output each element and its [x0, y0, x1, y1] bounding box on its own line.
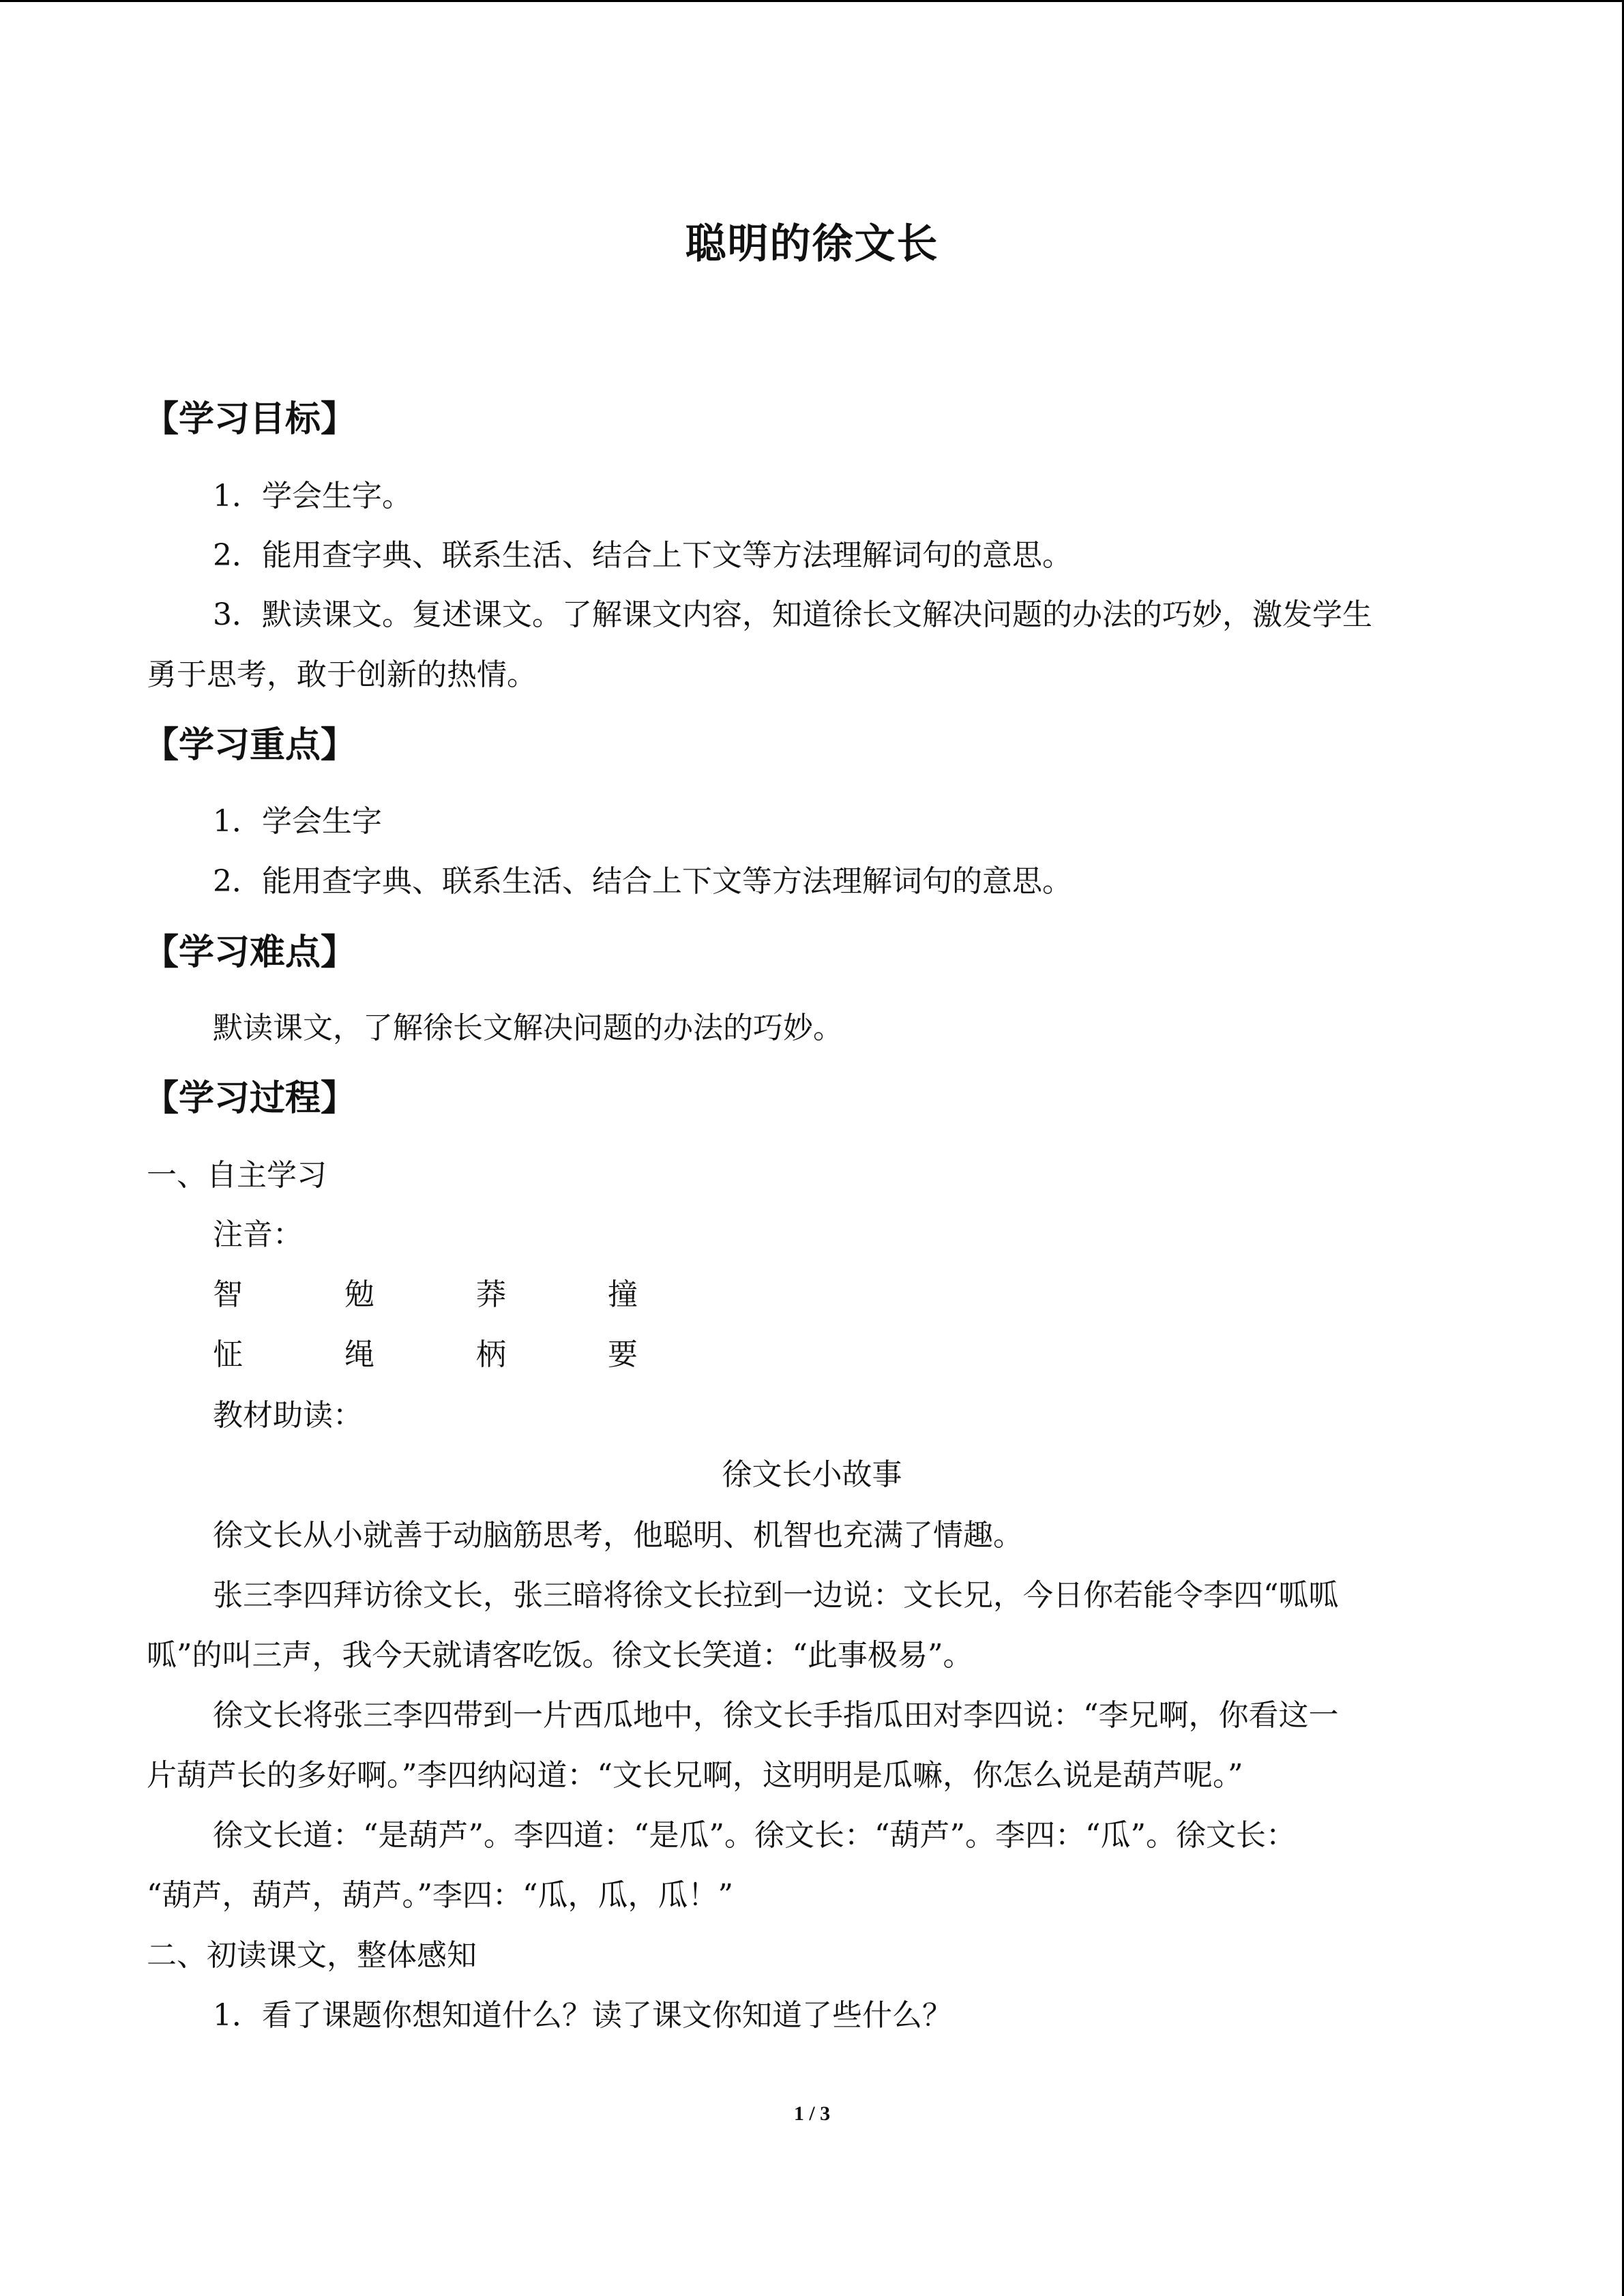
difficulty-item-1: 默读课文，了解徐长文解决问题的办法的巧妙。 [213, 1011, 843, 1045]
key-point-item-1: 1．学会生字 [213, 804, 382, 839]
character-cell: 智 [213, 1277, 243, 1312]
goal-item-1: 1．学会生字。 [213, 479, 412, 513]
story-paragraph-3: 徐文长将张三李四带到一片西瓜地中，徐文长手指瓜田对李四说：“李兄啊，你看这一 [213, 1698, 1339, 1733]
character-cell: 怔 [213, 1337, 243, 1372]
goal-item-3: 3．默读课文。复述课文。了解课文内容，知道徐长文解决问题的办法的巧妙，激发学生 [213, 597, 1372, 632]
story-paragraph-3-cont: 片葫芦长的多好啊。”李四纳闷道：“文长兄啊，这明明是瓜嘛，你怎么说是葫芦呢。” [147, 1758, 1243, 1793]
story-paragraph-4-cont: “葫芦，葫芦，葫芦。”李四：“瓜，瓜，瓜！” [147, 1878, 733, 1913]
heading-process: 【学习过程】 [143, 1078, 357, 1119]
key-point-item-2: 2．能用查字典、联系生活、结合上下文等方法理解词句的意思。 [213, 864, 1072, 899]
story-paragraph-4: 徐文长道：“是葫芦”。李四道：“是瓜”。徐文长：“葫芦”。李四：“瓜”。徐文长： [213, 1818, 1296, 1853]
story-paragraph-2: 张三李四拜访徐文长，张三暗将徐文长拉到一边说：文长兄，今日你若能令李四“呱呱 [213, 1578, 1339, 1613]
story-title: 徐文长小故事 [722, 1457, 902, 1492]
goal-item-2: 2．能用查字典、联系生活、结合上下文等方法理解词句的意思。 [213, 538, 1072, 573]
heading-key-points: 【学习重点】 [143, 725, 357, 766]
character-cell: 柄 [476, 1337, 506, 1372]
page-title: 聪明的徐文长 [685, 220, 939, 268]
character-cell: 勉 [344, 1277, 374, 1312]
character-cell: 绳 [344, 1337, 374, 1372]
heading-goals: 【学习目标】 [143, 399, 357, 440]
character-cell: 莽 [476, 1277, 506, 1312]
character-cell: 撞 [608, 1277, 638, 1312]
character-row-1 [213, 1277, 739, 1312]
goal-item-3-cont: 勇于思考，敢于创新的热情。 [147, 657, 537, 692]
heading-difficulties: 【学习难点】 [143, 932, 357, 973]
question-1: 1．看了课题你想知道什么？读了课文你知道了些什么？ [213, 1998, 952, 2033]
reading-label: 教材助读： [213, 1398, 363, 1433]
character-row-2 [213, 1337, 739, 1372]
story-paragraph-1: 徐文长从小就善于动脑筋思考，他聪明、机智也充满了情趣。 [213, 1518, 1023, 1553]
character-cell: 要 [608, 1337, 638, 1372]
page-border-top [0, 0, 1624, 2]
page-number: 1 / 3 [793, 2102, 831, 2125]
process-part-1: 一、自主学习 [147, 1158, 327, 1193]
story-paragraph-2-cont: 呱”的叫三声，我今天就请客吃饭。徐文长笑道：“此事极易”。 [147, 1638, 973, 1673]
pinyin-label: 注音： [213, 1217, 303, 1252]
process-part-2: 二、初读课文，整体感知 [147, 1938, 477, 1973]
